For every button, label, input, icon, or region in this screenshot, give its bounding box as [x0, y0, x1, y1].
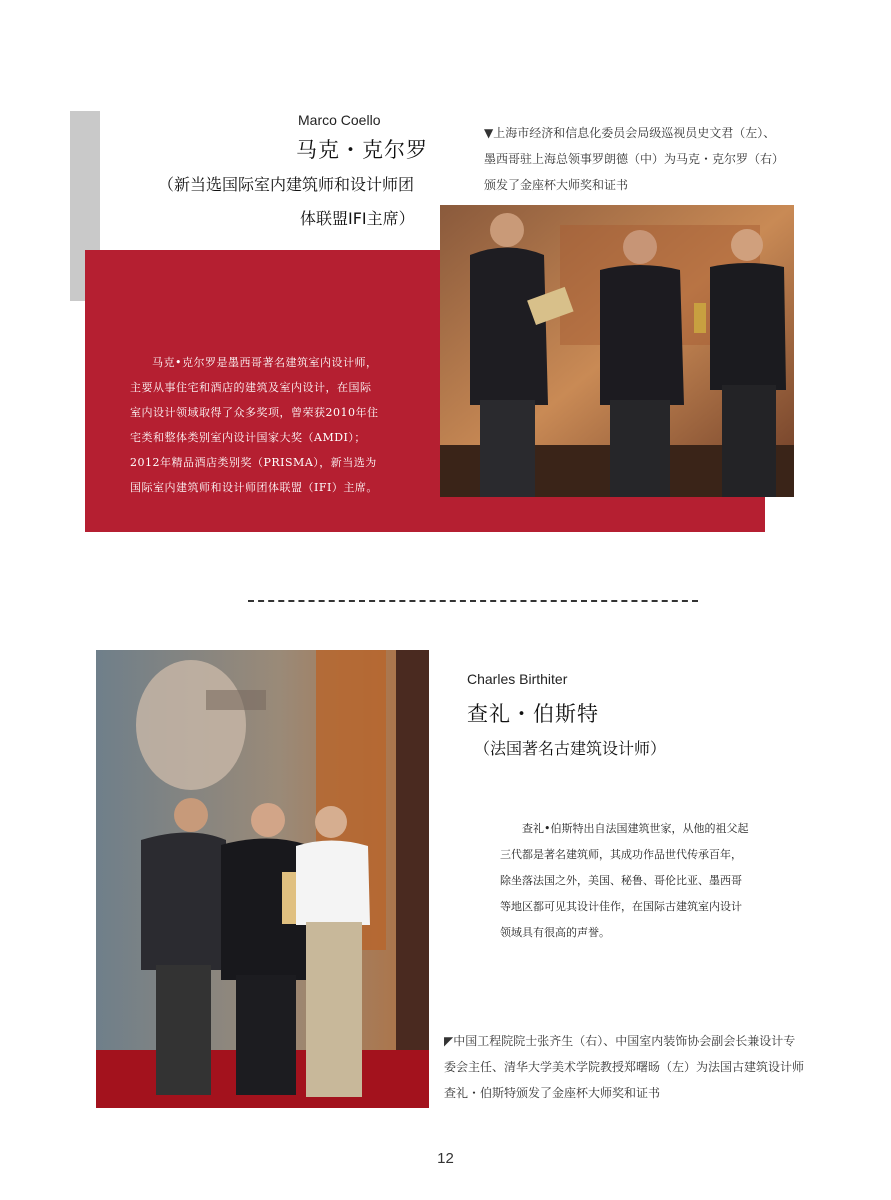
- section1-english-name: Marco Coello: [298, 112, 381, 128]
- section2-subtitle: （法国著名古建筑设计师）: [474, 739, 667, 758]
- section1-caption: ▼上海市经济和信息化委员会局级巡视员史文君（左）、墨西哥驻上海总领事罗朗德（中）为马克・克尔罗（右）颁发了金座杯大师奖和证书: [484, 126, 779, 192]
- section2-caption: ◤中国工程院院士张齐生（右）、中国室内装饰协会副会长兼设计专委会主任、清华大学美术学院教授郑曙旸（左）为法国古建筑设计师查礼・伯斯特颁发了金座杯大师奖和证书: [444, 1034, 805, 1100]
- award-ceremony-photo-1-image: [440, 205, 794, 497]
- award-ceremony-photo-2: [96, 650, 429, 1108]
- section1-chinese-name: 马克・克尔罗: [296, 138, 428, 162]
- award-ceremony-photo-2-image: [96, 650, 429, 1108]
- award-ceremony-photo-1: [440, 205, 794, 497]
- section1-bio-text: 马克•克尔罗是墨西哥著名建筑室内设计师，主要从事住宅和酒店的建筑及室内设计，在国际室内设计领域取得了众多奖项，曾荣获2010年住宅类和整体类别室内设计国家大奖（AMDI）；2012年精品酒店类别奖（PRISMA），新当选为国际室内建筑师和设计师团体联盟（IFI）主席。: [130, 356, 379, 494]
- section1-subtitle-line2: 体联盟IFI主席）: [300, 209, 415, 228]
- section2-bio: [500, 816, 750, 946]
- section1-bio: [130, 350, 380, 500]
- section2-english-name: Charles Birthiter: [467, 671, 568, 687]
- dashed-divider: [248, 600, 698, 602]
- section2-bio-text: 查礼•伯斯特出自法国建筑世家，从他的祖父起三代都是著名建筑师，其成功作品世代传承百年，除坐落法国之外，美国、秘鲁、哥伦比亚、墨西哥等地区都可见其设计佳作，在国际古建筑室内设计领域具有很高的声誉。: [500, 822, 749, 939]
- page-number: 12: [437, 1150, 454, 1167]
- section1-subtitle-line1: （新当选国际室内建筑师和设计师团: [158, 175, 415, 194]
- section2-chinese-name: 查礼・伯斯特: [467, 702, 599, 726]
